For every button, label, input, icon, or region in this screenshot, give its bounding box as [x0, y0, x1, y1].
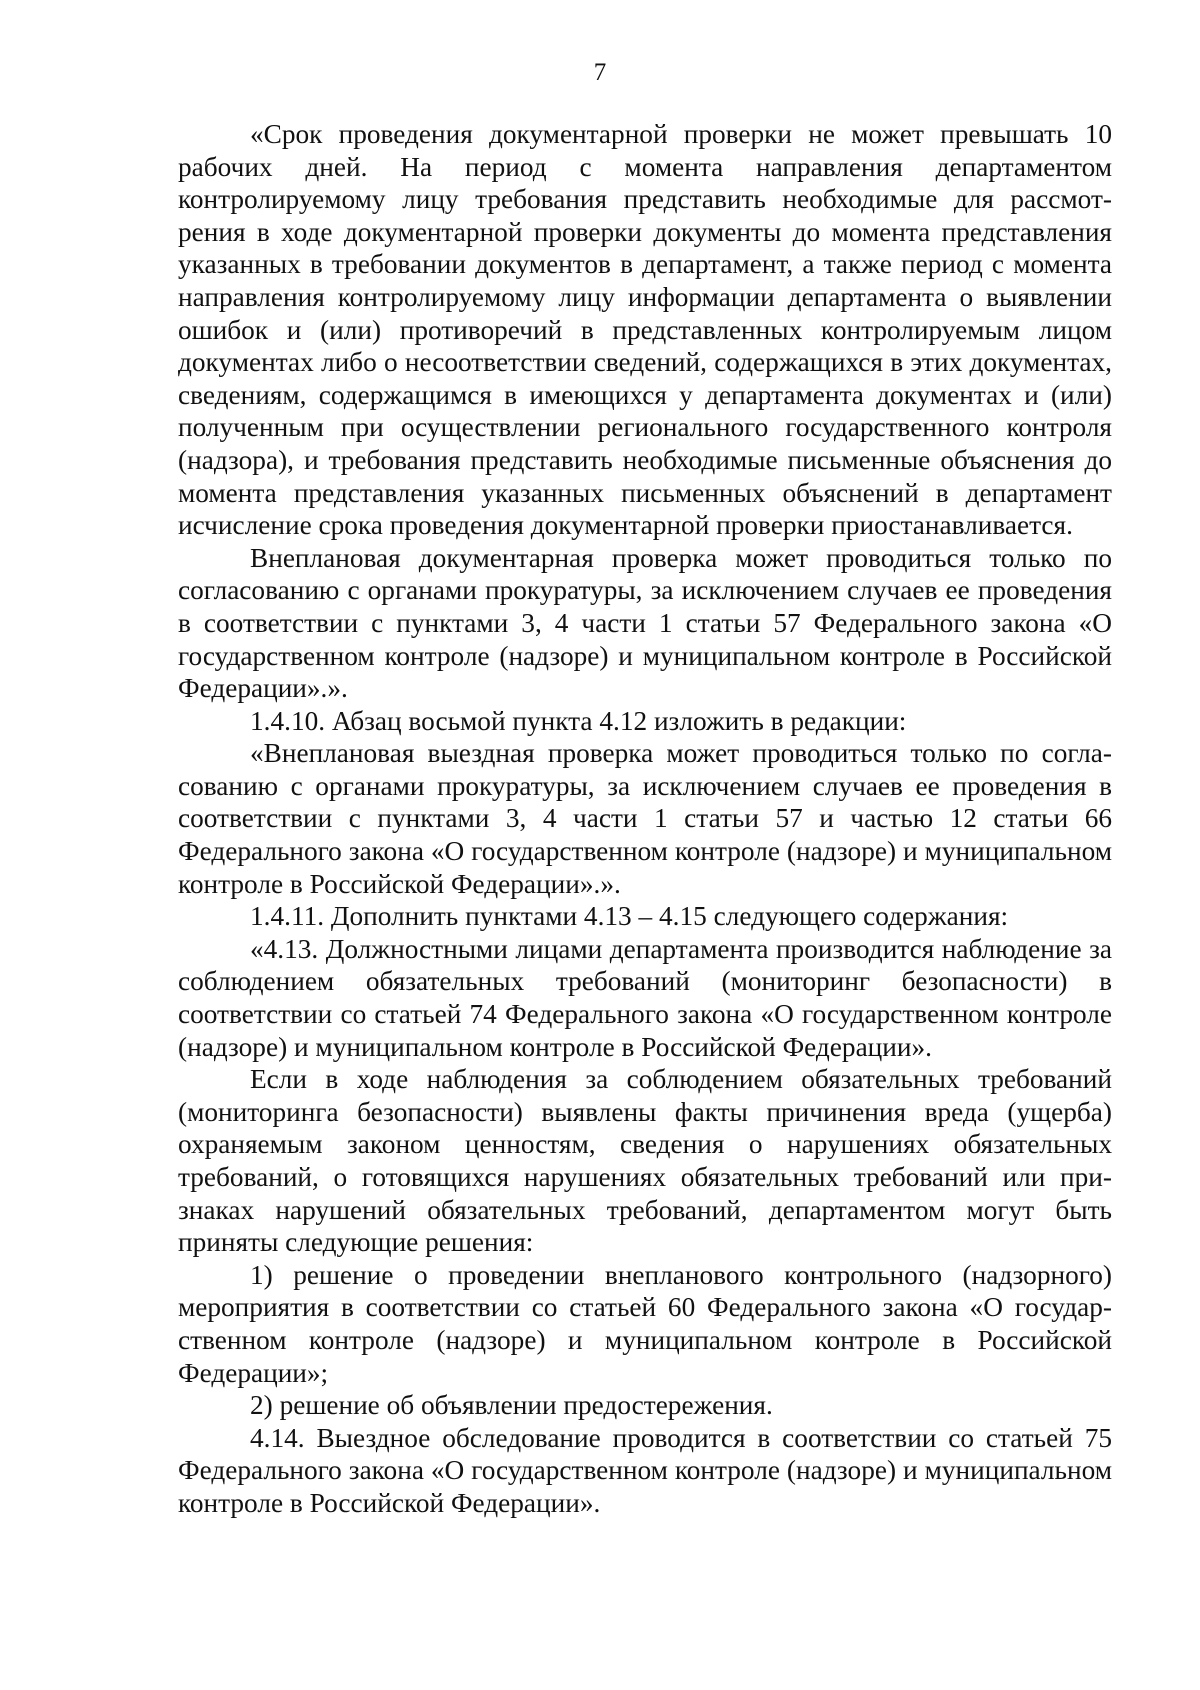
paragraph-item-1-4-11: 1.4.11. Дополнить пунктами 4.13 – 4.15 следующего содержания: — [250, 901, 1009, 932]
paragraph-unscheduled-document-check: Внеплановая документарная проверка может проводиться только по согласованию с органами прокуратуры, за исключением случаев ее проведения в соответствии с пунктами 3, 4 части 1 статьи 57 Федерального закона «О государственном контроле (надзоре) и муниципальном контроле в Российской Федерации».». — [178, 542, 1112, 704]
list-item-decision-1: 1) решение о проведении внепланового контрольного (надзорного) мероприятия в соответствии со статьей 60 Федерального закона «О государственном контроле (надзоре) и муниципальном контроле в Российской Федерации»; — [178, 1259, 1112, 1388]
document-body — [178, 118, 1112, 1520]
page-number: 7 — [593, 59, 607, 86]
list-item-decision-2: 2) решение об объявлении предостережения. — [250, 1390, 773, 1421]
paragraph-item-4-14: 4.14. Выездное обследование проводится в соответствии со статьей 75 Федерального закона «О государственном контроле (надзоре) и муниципальном контроле в Российской Федерации». — [178, 1422, 1112, 1518]
paragraph-document-check-period: «Срок проведения документарной проверки не может превышать 10 рабочих дней. На период с момента направления департаментом контролируемому лицу требования представить необходимые для рассмотрения в ходе документарной проверки документы до момента представления указанных в требовании документов в департамент, а также период с момента направления контролируемому лицу информации департамента о выявлении ошибок и (или) противоречий в представленных контролируемым лицом документах либо о несоответствии сведений, содержащихся в этих документах, сведениям, содержащимся в имеющихся у департамента документах и (или) полученным при осуществлении регионального государственного контроля (надзора), и требования представить необходимые письменные объяснения до момента представления указанных письменных объяснений в департамент исчисление срока проведения документарной проверки приостанавливается. — [178, 119, 1112, 541]
paragraph-monitoring-decisions: Если в ходе наблюдения за соблюдением обязательных требований (мониторинга безопасности) выявлены факты причинения вреда (ущерба) охраняемым законом ценностям, сведения о нарушениях обязательных требований, о готовящихся нарушениях обязательных требований или признаках нарушений обязательных требований, департаментом могут быть приняты следующие решения: — [178, 1064, 1112, 1258]
paragraph-unscheduled-onsite-check: «Внеплановая выездная проверка может проводиться только по согласованию с органами прокуратуры, за исключением случаев ее проведения в соответствии с пунктами 3, 4 части 1 статьи 57 и частью 12 статьи 66 Федерального закона «О государственном контроле (надзоре) и муниципальном контроле в Российской Федерации».». — [178, 738, 1112, 899]
paragraph-item-1-4-10: 1.4.10. Абзац восьмой пункта 4.12 изложить в редакции: — [250, 705, 907, 736]
paragraph-item-4-13: «4.13. Должностными лицами департамента производится наблюдение за соблюдением обязательных требований (мониторинг безопасности) в соответствии со статьей 74 Федерального закона «О государственном контроле (надзоре) и муниципальном контроле в Российской Федерации». — [178, 933, 1112, 1062]
